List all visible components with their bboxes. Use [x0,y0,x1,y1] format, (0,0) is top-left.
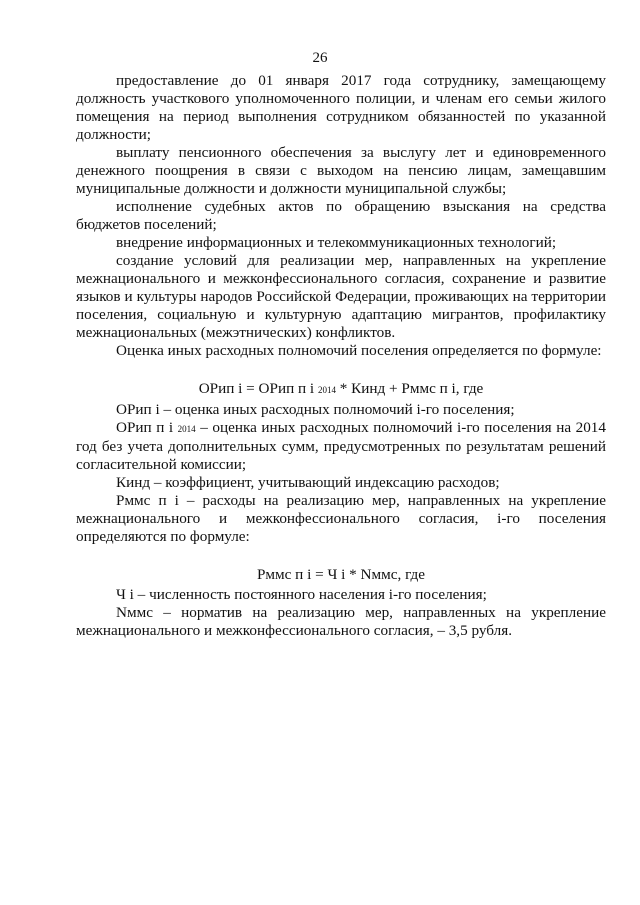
paragraph-interethnic: создание условий для реализации мер, направленных на укрепление межнационального и межконфессионального согласия, сохранение и развитие языков и культуры народов Российской Федерации, проживающих на территории поселения, социальную и культурную адаптацию мигрантов, профилактику межнациональных (межэтнических) конфликтов. [76,252,606,341]
formula-rmms: Рммс п i = Ч i * Nммс, где [256,566,426,583]
paragraph-housing: предоставление до 01 января 2017 года сотруднику, замещающему должность участкового уполномоченного полиции, и членам его семьи жилого помещения на период выполнения сотрудником обязанностей по указанной должности; [76,72,606,143]
paragraph-court-acts: исполнение судебных актов по обращению взыскания на средства бюджетов поселений; [76,198,606,233]
definition-norm: Nммс – норматив на реализацию мер, направленных на укрепление межнационального и межконфессионального согласия, – 3,5 рубля. [76,604,606,639]
paragraph-it: внедрение информационных и телекоммуникационных технологий; [116,234,557,251]
definition-rmms: Рммс п i – расходы на реализацию мер, направленных на укрепление межнационального и межконфессионального согласия, i-го поселения определяются по формуле: [76,492,606,545]
formula-orip-lhs: ОРип i = ОРип п i [198,380,318,397]
definition-orip-2014-sub: 2014 [177,424,196,434]
page-number: 26 [312,50,328,66]
definition-kind: Кинд – коэффициент, учитывающий индексацию расходов; [116,474,500,491]
paragraph-pension: выплату пенсионного обеспечения за выслугу лет и единовременного денежного поощрения в связи с выходом на пенсию лицам, замещавшим муниципальные должности и должности муниципальной службы; [76,144,606,197]
definition-orip-2014-pre: ОРип п i [116,419,178,436]
paragraph-formula-intro: Оценка иных расходных полномочий поселения определяется по формуле: [116,342,602,359]
formula-orip-rhs: * Кинд + Рммс п i, где [335,380,484,397]
formula-orip [76,380,606,399]
definition-orip-2014-post: – оценка иных расходных полномочий i-го поселения на 2014 год без учета дополнительных сумм, предусмотренных по результатам решений согласительной комиссии; [76,419,606,473]
document-body [76,72,606,640]
definition-orip-2014 [76,419,606,474]
definition-population: Ч i – численность постоянного населения i-го поселения; [116,586,487,603]
formula-orip-sub: 2014 [317,385,336,395]
definition-orip: ОРип i – оценка иных расходных полномочий i-го поселения; [116,401,515,418]
